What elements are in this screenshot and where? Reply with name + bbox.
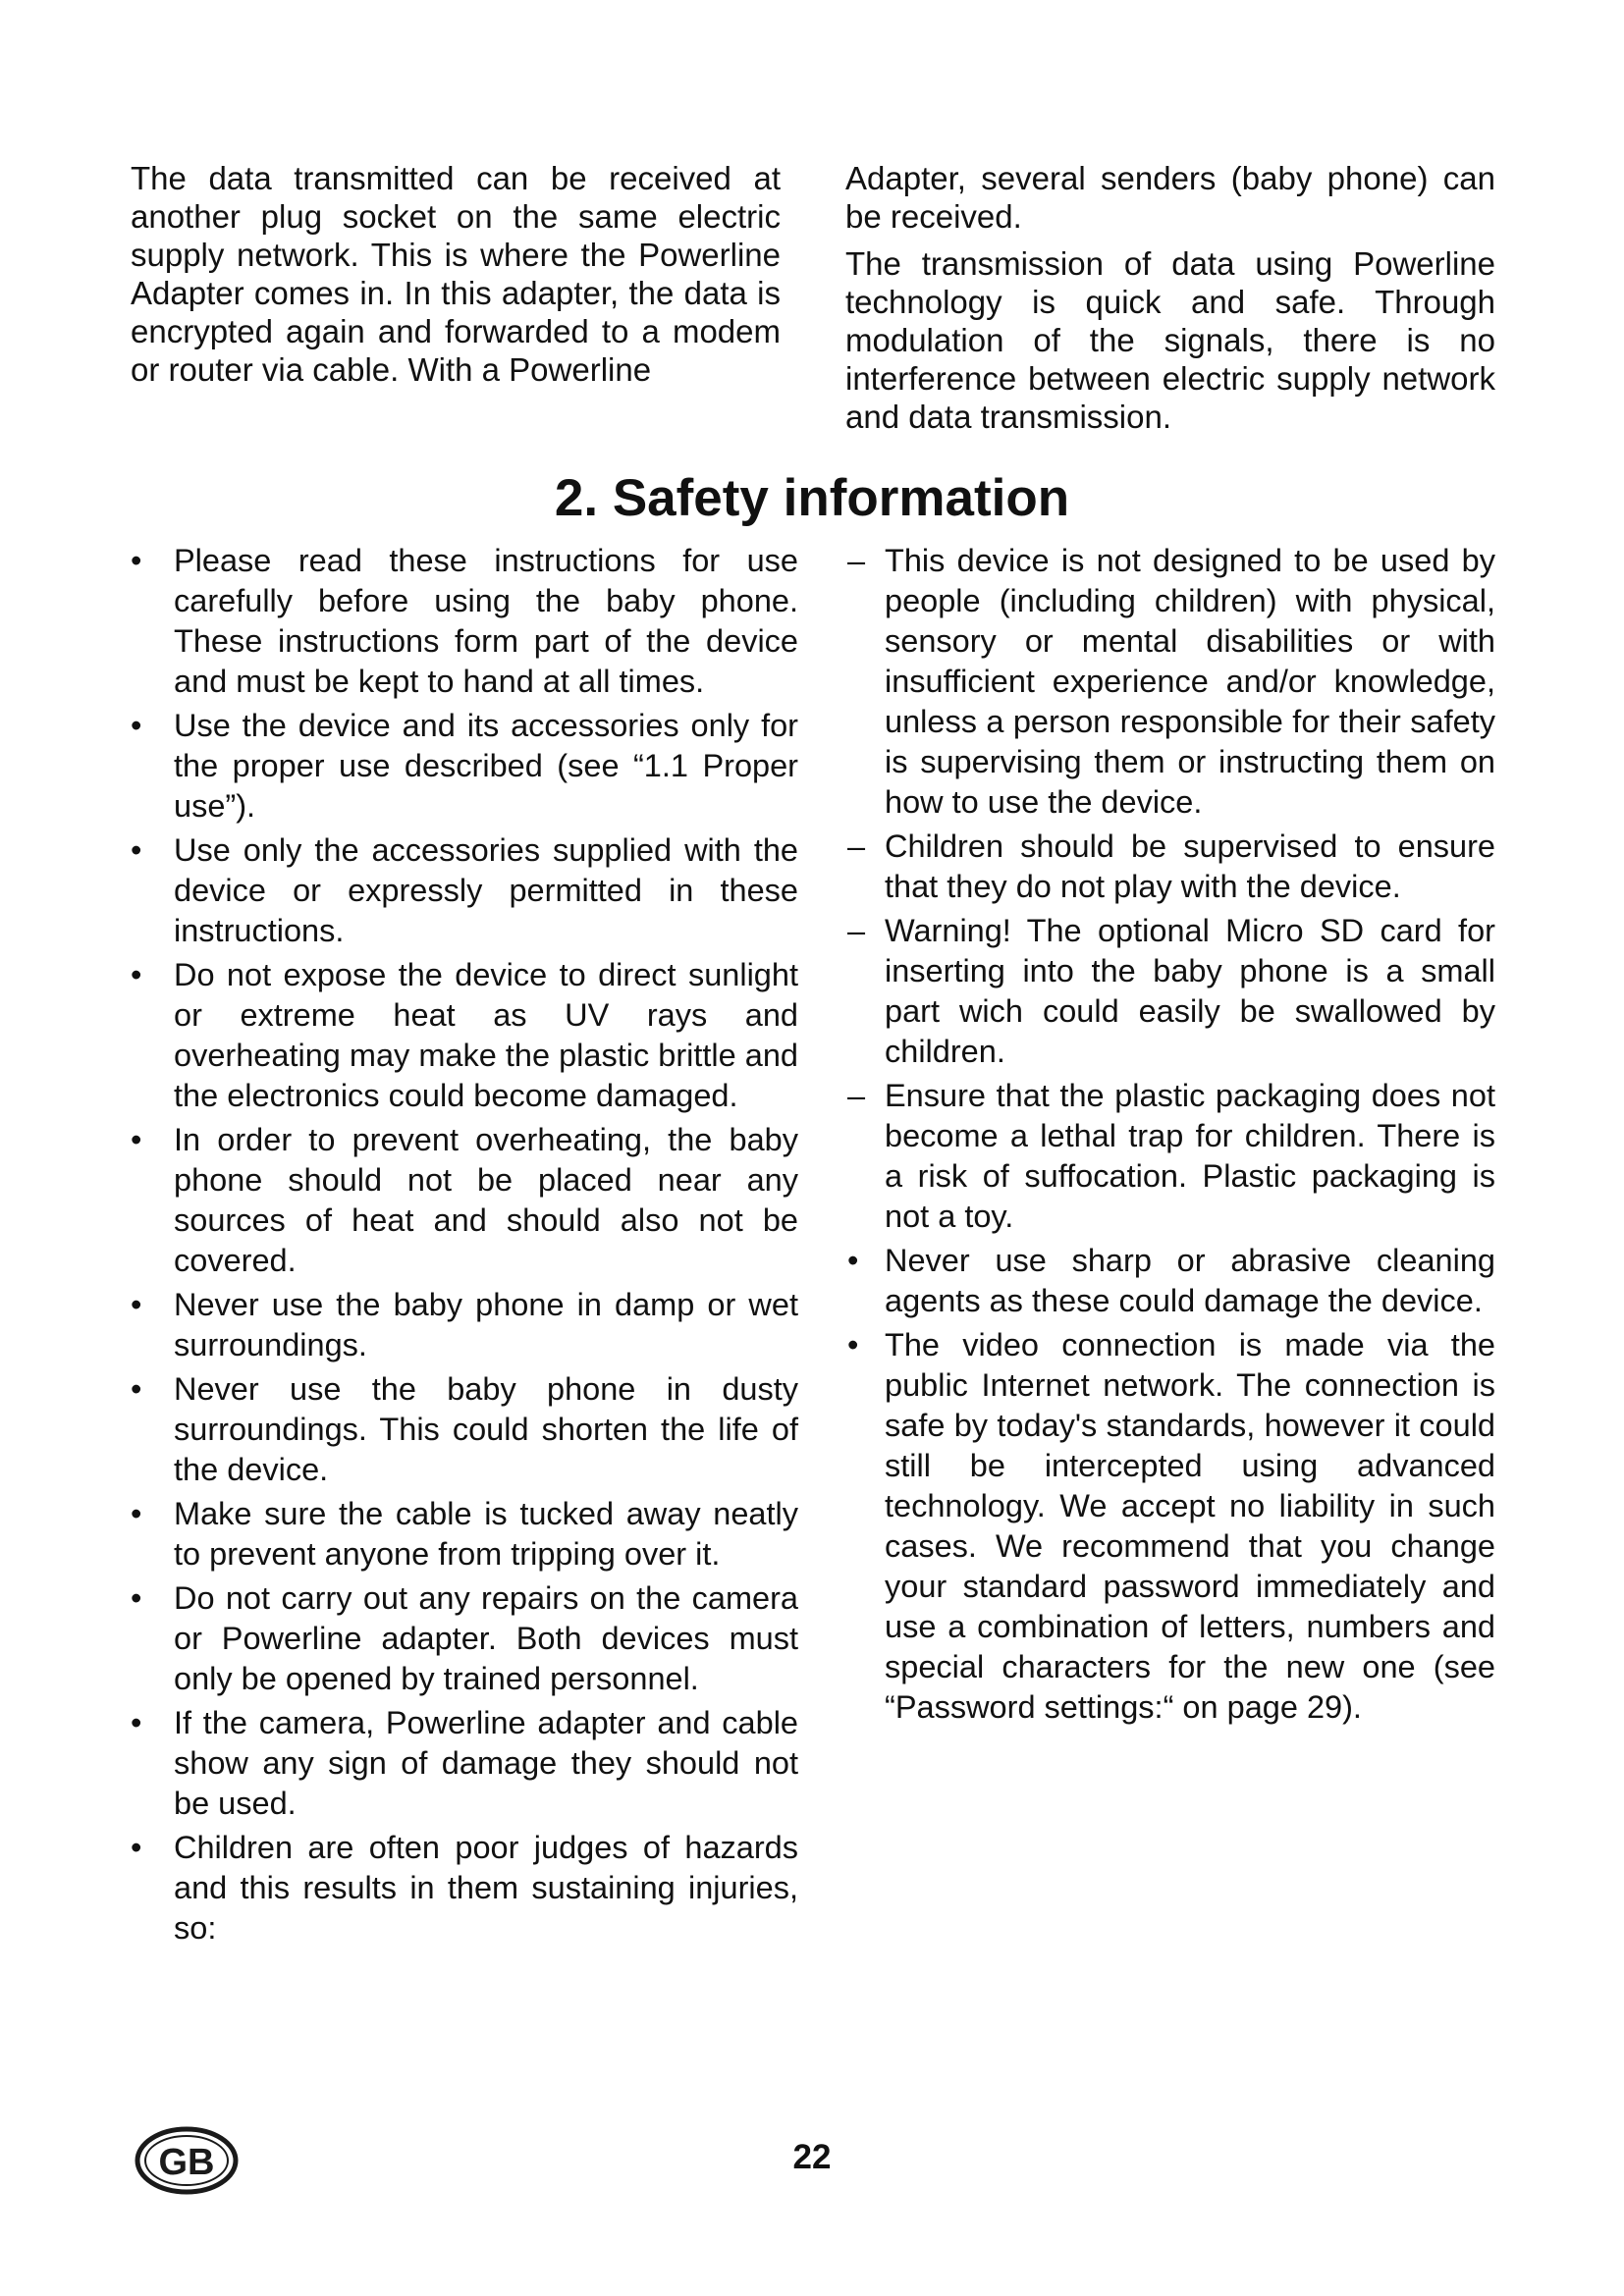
bullet-marker: • xyxy=(131,1830,142,1865)
intro-right-paragraph-2: The transmission of data using Powerline technology is quick and safe. Through modulation of the signals, there is no interference between electric supply network and data transmission. xyxy=(845,245,1495,435)
list-item xyxy=(131,1285,798,1365)
list-item xyxy=(847,1241,1495,1321)
list-item xyxy=(847,911,1495,1072)
list-item xyxy=(131,1828,798,1949)
bullet-marker: • xyxy=(131,1371,142,1407)
list-item xyxy=(131,706,798,827)
list-item-text: Please read these instructions for use carefully before using the baby phone. These instructions form part of the device and must be kept to hand at all times. xyxy=(174,543,798,699)
right-bullet-list xyxy=(847,1241,1495,1728)
list-item-text: Warning! The optional Micro SD card for inserting into the baby phone is a small part wich could easily be swallowed by children. xyxy=(885,913,1495,1069)
list-item-text: The video connection is made via the public Internet network. The connection is safe by today's standards, however it could still be intercepted using advanced technology. We accept no liability in such cases. We recommend that you change your standard password immediately and use a combination of letters, numbers and special characters for the new one (see “Password settings:“ on page 29). xyxy=(885,1327,1495,1725)
list-item xyxy=(131,1703,798,1824)
safety-section xyxy=(131,541,1495,1952)
list-item-text: Never use the baby phone in dusty surroundings. This could shorten the life of the device. xyxy=(174,1371,798,1487)
bullet-marker: • xyxy=(131,1287,142,1322)
left-bullet-list xyxy=(131,541,798,1949)
list-item-text: Do not carry out any repairs on the camera or Powerline adapter. Both devices must only be opened by trained personnel. xyxy=(174,1580,798,1696)
list-item-text: Children should be supervised to ensure that they do not play with the device. xyxy=(885,828,1495,904)
page-number: 22 xyxy=(792,2138,832,2176)
safety-left-column xyxy=(131,541,798,1952)
list-item xyxy=(131,1578,798,1699)
bullet-marker: • xyxy=(847,1327,859,1362)
list-item-text: Do not expose the device to direct sunlight or extreme heat as UV rays and overheating may make the plastic brittle and the electronics could become damaged. xyxy=(174,957,798,1113)
bullet-marker: • xyxy=(131,832,142,868)
list-item-text: In order to prevent overheating, the baby phone should not be placed near any sources of heat and should also not be covered. xyxy=(174,1122,798,1278)
list-item xyxy=(131,1120,798,1281)
list-item xyxy=(131,1369,798,1490)
list-item xyxy=(131,955,798,1116)
list-item-text: This device is not designed to be used by people (including children) with physical, sensory or mental disabilities or with insufficient experience and/or knowledge, unless a person responsible for their safety is supervising them or instructing them on how to use the device. xyxy=(885,543,1495,820)
list-item-text: Ensure that the plastic packaging does not become a lethal trap for children. There is a risk of suffocation. Plastic packaging is not a toy. xyxy=(885,1078,1495,1234)
list-item-text: Use only the accessories supplied with the device or expressly permitted in these instructions. xyxy=(174,832,798,948)
dash-marker: – xyxy=(847,913,866,948)
bullet-marker: • xyxy=(131,957,142,992)
list-item-text: Make sure the cable is tucked away neatly to prevent anyone from tripping over it. xyxy=(174,1496,798,1572)
dash-marker: – xyxy=(847,828,866,864)
list-item xyxy=(131,830,798,951)
list-item-text: Never use sharp or abrasive cleaning agents as these could damage the device. xyxy=(885,1243,1495,1318)
list-item-text: Use the device and its accessories only for the proper use described (see “1.1 Proper use”). xyxy=(174,708,798,824)
intro-left-column xyxy=(131,159,781,445)
section-title: 2. Safety information xyxy=(554,469,1070,527)
bullet-marker: • xyxy=(131,708,142,743)
list-item xyxy=(847,541,1495,823)
list-item-text: Never use the baby phone in damp or wet surroundings. xyxy=(174,1287,798,1362)
intro-section xyxy=(131,159,1495,445)
bullet-marker: • xyxy=(131,1122,142,1157)
intro-right-column xyxy=(845,159,1495,445)
country-badge-text: GB xyxy=(158,2142,215,2183)
dash-marker: – xyxy=(847,1078,866,1113)
list-item-text: If the camera, Powerline adapter and cable show any sign of damage they should not be used. xyxy=(174,1705,798,1821)
list-item xyxy=(131,541,798,702)
dash-marker: – xyxy=(847,543,866,578)
list-item xyxy=(847,1076,1495,1237)
list-item xyxy=(847,1325,1495,1728)
bullet-marker: • xyxy=(131,543,142,578)
list-item xyxy=(847,827,1495,907)
list-item xyxy=(131,1494,798,1575)
safety-right-column xyxy=(847,541,1495,1952)
intro-right-paragraph-1: Adapter, several senders (baby phone) can be received. xyxy=(845,160,1495,235)
bullet-marker: • xyxy=(131,1580,142,1616)
bullet-marker: • xyxy=(847,1243,859,1278)
list-item-text: Children are often poor judges of hazards and this results in them sustaining injuries, so: xyxy=(174,1830,798,1946)
bullet-marker: • xyxy=(131,1496,142,1531)
gb-country-badge xyxy=(134,2125,240,2196)
intro-left-paragraph: The data transmitted can be received at another plug socket on the same electric supply network. This is where the Powerline Adapter comes in. In this adapter, the data is encrypted again and forwarded to a modem or router via cable. With a Powerline xyxy=(131,160,781,388)
bullet-marker: • xyxy=(131,1705,142,1740)
right-dash-list xyxy=(847,541,1495,1237)
